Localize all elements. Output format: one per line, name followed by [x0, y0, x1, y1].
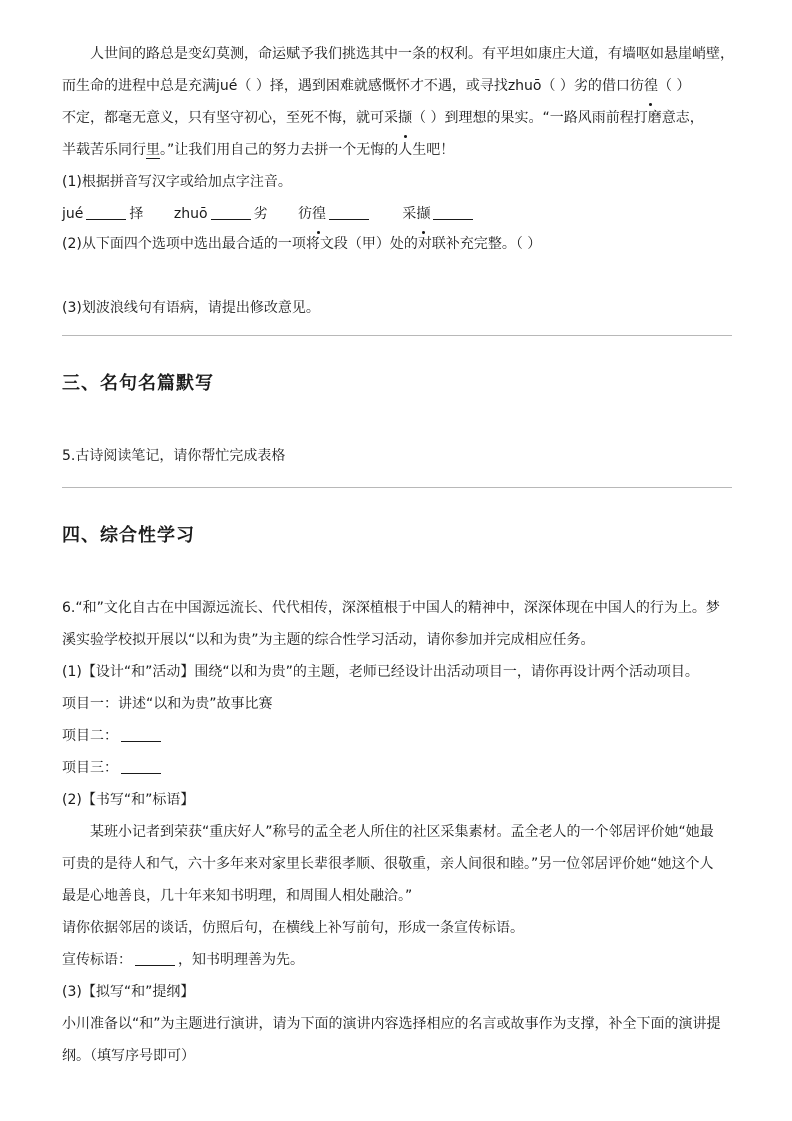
answer-blank[interactable] [211, 205, 251, 220]
sub-question-1-title: (1)【设计“和”活动】围绕“以和为贵”的主题，老师已经设计出活动项目一，请你再设计两个活动项目。 [62, 664, 699, 680]
section-divider [62, 335, 732, 336]
section-4-heading: 四、综合性学习 [62, 525, 195, 546]
passage-text: 人世间的路总是变幻莫测，命运赋予我们挑选其中一条的权利。有平坦如康庄大道，有墙呕如悬崖峭壁， [90, 46, 734, 62]
sub-question-2-title: (2)【书写“和”标语】 [62, 792, 195, 808]
dotted-char: 徨 [312, 198, 326, 230]
char-label: 择 [129, 206, 144, 222]
question-2-title: (2)从下面四个选项中选出最合适的一项将文段（甲）处的对联补充完整。（ ） [62, 236, 542, 252]
project-label: 项目二： [62, 728, 118, 744]
passage-line-2 [62, 70, 732, 102]
sub-question-3-line-2: 纲。（填写序号即可） [62, 1048, 195, 1064]
passage-text: 半载苦乐同行 [62, 142, 146, 158]
slogan-label: 宣传标语： [62, 952, 132, 968]
passage-text: 而生命的进程中总是充满jué（ ）择，遇到困难就感慨怀才不遇，或寻找zhuō（ ）劣的借口彷 [62, 78, 644, 94]
pinyin-label: jué [62, 206, 84, 222]
char-label: 彷 [297, 206, 312, 222]
sub-question-2-paragraph-2: 可贵的是待人和气，六十多年来对家里长辈很孝顺、很敬重，亲人间很和睦。”另一位邻居评价她“她这个人 [62, 856, 714, 872]
answer-blank[interactable] [121, 727, 161, 742]
answer-blank[interactable] [86, 205, 126, 220]
project-2 [62, 720, 732, 752]
answer-blank[interactable] [135, 951, 175, 966]
sub-question-3-title: (3)【拟写“和”提纲】 [62, 984, 195, 1000]
passage-line-1 [90, 38, 732, 70]
question-3-title: (3)划波浪线句有语病，请提出修改意见。 [62, 300, 320, 316]
passage-text: （ ）到理想的果实。“一路风雨前程打磨意志， [412, 110, 704, 126]
sub-question-2-instruction: 请你依据邻居的谈话，仿照后句，在横线上补写前句，形成一条宣传标语。 [62, 920, 524, 936]
project-label: 项目三： [62, 760, 118, 776]
dotted-char: 撷 [398, 102, 412, 134]
question-5: 5.古诗阅读笔记，请你帮忙完成表格 [62, 448, 286, 464]
question-6-line-2: 溪实验学校拟开展以“以和为贵”为主题的综合性学习活动，请你参加并完成相应任务。 [62, 632, 595, 648]
passage-line-4 [62, 134, 732, 166]
section-divider [62, 487, 732, 488]
answer-paren: （ ） [657, 78, 691, 94]
char-label: 劣 [253, 206, 268, 222]
sub-question-3-line-1: 小川准备以“和”为主题进行演讲，请为下面的演讲内容选择相应的名言或故事作为支撑，补全下面的演讲提 [62, 1016, 721, 1032]
answer-blank[interactable] [433, 205, 473, 220]
project-1: 项目一：讲述“以和为贵”故事比赛 [62, 696, 273, 712]
question-1-items [62, 198, 732, 230]
sub-question-2-paragraph-1: 某班小记者到荣获“重庆好人”称号的孟全老人所住的社区采集素材。孟全老人的一个邻居评价她“她最 [90, 824, 714, 840]
project-3 [62, 752, 732, 784]
slogan-text: ，知书明理善为先。 [178, 952, 304, 968]
question-6-line-1: 6.“和”文化自古在中国源远流长、代代相传，深深植根于中国人的精神中，深深体现在中国人的行为上。梦 [62, 600, 720, 616]
dotted-char: 撷 [416, 198, 430, 230]
question-1-title: (1)根据拼音写汉字或给加点字注音。 [62, 174, 292, 190]
passage-text: 不定，都毫无意义，只有坚守初心，至死不悔，就可采 [62, 110, 398, 126]
passage-text: 。”让我们用自己的努力去拼一个无悔的人生吧！ [160, 142, 455, 158]
char-label: 采 [402, 206, 417, 222]
answer-blank[interactable] [329, 205, 369, 220]
underlined-char: 里 [146, 142, 160, 158]
answer-blank[interactable] [121, 759, 161, 774]
pinyin-label: zhuō [173, 206, 208, 222]
sub-question-2-paragraph-3: 最是心地善良，几十年来知书明理，和周围人相处融洽。” [62, 888, 413, 904]
section-3-heading: 三、名句名篇默写 [62, 373, 214, 394]
slogan-line [62, 944, 732, 976]
passage-line-3 [62, 102, 732, 134]
dotted-char: 徨 [644, 70, 658, 102]
